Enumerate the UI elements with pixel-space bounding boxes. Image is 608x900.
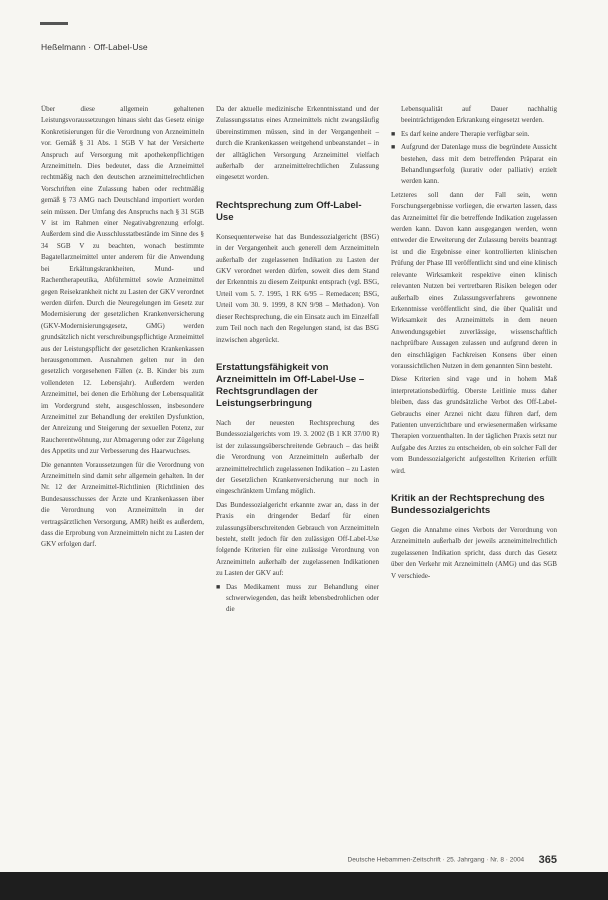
column-1 [41,104,204,553]
list-item [391,129,557,140]
criteria-list-continued [391,104,557,188]
list-item-text: Aufgrund der Datenlage muss die begründete Aussicht bestehen, dass mit dem betreffenden Präparat ein Behandlungserfolg (kurativ oder palliativ) erzielt werden kann. [401,143,557,186]
bullet-icon: ■ [216,582,221,591]
paragraph: Das Bundessozialgericht erkannte zwar an, dass in der Praxis ein dringender Bedarf für einen zulassungsüberschreitenden Gebrauch von Arzneimitteln besteht, stellt jedoch für den zulässigen Off-Label-Use folgende Kriterien für eine zulässige Verordnung von Arzneimitteln außerhalb der zugelassenen Indikationen zu Lasten der GKV auf: [216,500,379,578]
list-item-text: Lebensqualität auf Dauer nachhaltig beeinträchtigenden Erkrankung eingesetzt werden. [401,105,557,125]
paragraph: Über diese allgemein gehaltenen Leistungsvoraussetzungen hinaus sieht das Gesetz einige Konkretisierungen für die Verordnung von Arzneimitteln vor. Gemäß § 31 Abs. 1 SGB V hat der Versicherte Anspruch auf Versorgung mit apothekenpflichtigen Arzneimitteln. Dies bedeutet, dass die Arzneimittel rechtmäßig nach den deutschen arzneimittelrechtlichen Vorschriften eine Zulassung haben oder rechtmäßig gemäß § 73 AMG nach Deutschland importiert worden sein müssen. Der Umfang des Anspruchs nach § 31 SGB V ist im Rahmen einer Negativabgrenzung erfolgt. Außerdem sind die Ausschlusstatbestände im Sinne des § 34 SGB V zu beachten, wonach bestimmte Bagatellarzneimittel unter anderem für die Anwendung bei Erkältungskrankheiten, Mund- und Rachentherapeutika, Abführmittel sowie Arzneimittel gegen Reisekrankheit nicht zu Lasten der GKV verordnet werden dürfen. Durch die Neuregelungen im Gesetz zur Modernisierung der gesetzlichen Krankenversicherung (GKV-Modernisierungsgesetz, GMG) werden grundsätzlich nicht verschreibungspflichtige Arzneimittel aus der Leistungspflicht der gesetzlichen Krankenkassen herausgenommen. Ausnahmen gelten nur in den gesetzlich vorgesehenen Fällen (z. B. Kinder bis zum vollendeten 12. Lebensjahr). Außerdem werden Arzneimittel, bei denen die Erhöhung der Lebensqualität im Vordergrund steht, ausgeschlossen, insbesondere Arzneimittel zur Behandlung der erektilen Dysfunktion, der Anreizung und Steigerung der sexuellen Potenz, zur Raucherentwöhnung, zur Abmagerung oder zur Zügelung des Appetits und zur Verbesserung des Haarwuchses. [41,105,204,456]
bullet-icon: ■ [391,129,396,138]
paragraph: Konsequenterweise hat das Bundessozialgericht (BSG) in der Vergangenheit auch generell dem Arzneimitteln außerhalb der zugelassenen Indikation zu Lasten der GKV verordnet werden dürfen, soweit dies dem Stand der Erkenntnis zu diesem Zeitpunkt entsprach (vgl. BSG, Urteil vom 5. 7. 1995, 1 RK 6/95 – Remedacen; BSG, Urteil vom 30. 9. 1999, 8 KN 9/98 – Methadon). Von dieser Rechtsprechung, die ein Einsatz auch im Einzelfall zum Teil noch nach den Regelungen stand, ist das BSG inzwischen abgerückt. [216,232,379,344]
list-item-text: Es darf keine andere Therapie verfügbar sein. [401,129,530,138]
list-item-text: Das Medikament muss zur Behandlung einer schwerwiegenden, das heißt lebensbedrohlichen oder die [226,582,379,614]
bullet-icon: ■ [391,143,396,152]
page-footer [0,851,557,869]
list-item [216,582,379,616]
criteria-list [216,582,379,616]
journal-citation: Deutsche Hebammen-Zeitschrift · 25. Jahrgang · Nr. 8 · 2004 [347,856,525,864]
section-heading: Rechtsprechung zum Off-Label-Use [216,199,362,223]
column-2 [216,104,379,618]
paragraph: Diese Kriterien sind vage und in hohem Maß interpretationsbedürftig. Oberste Leitlinie muss daher bleiben, dass das grundsätzliche Verbot des Off-Label-Gebrauchs einer Arznei nicht dazu führen darf, dem Patienten unverzichtbare und erwiesenermaßen wirksame Therapien vorzuenthalten. In der täglichen Praxis setzt nur Aufgabe des Arztes zu entscheiden, ob ein solcher Fall der vom Bundessozialgericht aufgestellten Kriterien erfüllt wird. [391,375,557,475]
paragraph: Da der aktuelle medizinische Erkenntnisstand und der Zulassungsstatus eines Arzneimittels nicht zwangsläufig übereinstimmen müssen, sind in der Vergangenheit – durch die Krankenkassen weitgehend unbeanstandet – in der alltäglichen Versorgung Arzneimittel vielfach außerhalb der arzneimittelrechtlichen Zulassung eingesetzt worden. [216,105,379,182]
paragraph: Gegen die Annahme eines Verbots der Verordnung von Arzneimitteln außerhalb der jeweils arzneimittelrechtlich zugelassenen Indikation spricht, dass durch das Gesetz über den Verkehr mit Arzneimitteln (AMG) und das SGB V verschiede- [391,526,557,580]
scan-edge-bar [0,872,608,900]
paragraph: Letzteres soll dann der Fall sein, wenn Forschungsergebnisse vorliegen, die erwarten lassen, dass das Arzneimittel für die betreffende Indikation zugelassen werden kann. Davon kann ausgegangen werden, wenn entweder die Erweiterung der Zulassung bereits beantragt ist und die Ergebnisse einer kontrollierten klinischen Prüfung der Phase III veröffentlicht sind und eine klinisch relevante Wirksamkeit respektive einen klinisch relevanten Nutzen bei vertretbaren Risiken belegen oder außerhalb eines Zulassungsverfahrens gewonnene Erkenntnisse veröffentlicht sind, die über Qualität und Wirksamkeit des Arzneimittels in dem neuen Anwendungsgebiet zuverlässige, wissenschaftlich nachprüfbare Aussagen zulassen und aufgrund deren in den einschlägigen Fachkreisen Konsens über einen voraussichtlichen Nutzen in dem genannten Sinn besteht. [391,190,557,370]
list-item [391,142,557,188]
corner-mark [40,22,68,25]
column-3 [391,104,557,584]
paragraph: Nach der neuesten Rechtsprechung des Bundessozialgerichts vom 19. 3. 2002 (B 1 KR 37/00 R) ist der zulassungsüberschreitende Gebrauch – das heißt die Verordnung von Arzneimitteln außerhalb der arzneimittelrechtlich zugelassenen Indikation – zu Lasten der Gesetzlichen Krankenversicherung nur noch in eingeschränktem Umfang möglich. [216,418,379,496]
list-item [391,104,557,127]
paragraph: Die genannten Voraussetzungen für die Verordnung von Arzneimitteln sind damit sehr allgemein gehalten. In der Nr. 12 der Arzneimittel-Richtlinien (Richtlinien des Bundesausschusses der Ärzte und Krankenkassen über die Verordnung von Arzneimitteln in der vertragsärztlichen Versorgung, AMR) heißt es außerdem, dass die Erprobung von Arzneimitteln nicht zu Lasten der GKV erfolgen darf. [41,460,204,549]
section-heading: Erstattungsfähigkeit von Arzneimitteln im Off-Label-Use – Rechtsgrundlagen der Leistungserbringung [216,361,365,409]
running-head: Heßelmann · Off-Label-Use [41,42,148,52]
section-heading: Kritik an der Rechtsprechung des Bundessozialgerichts [391,493,545,516]
page-number: 365 [538,853,557,866]
